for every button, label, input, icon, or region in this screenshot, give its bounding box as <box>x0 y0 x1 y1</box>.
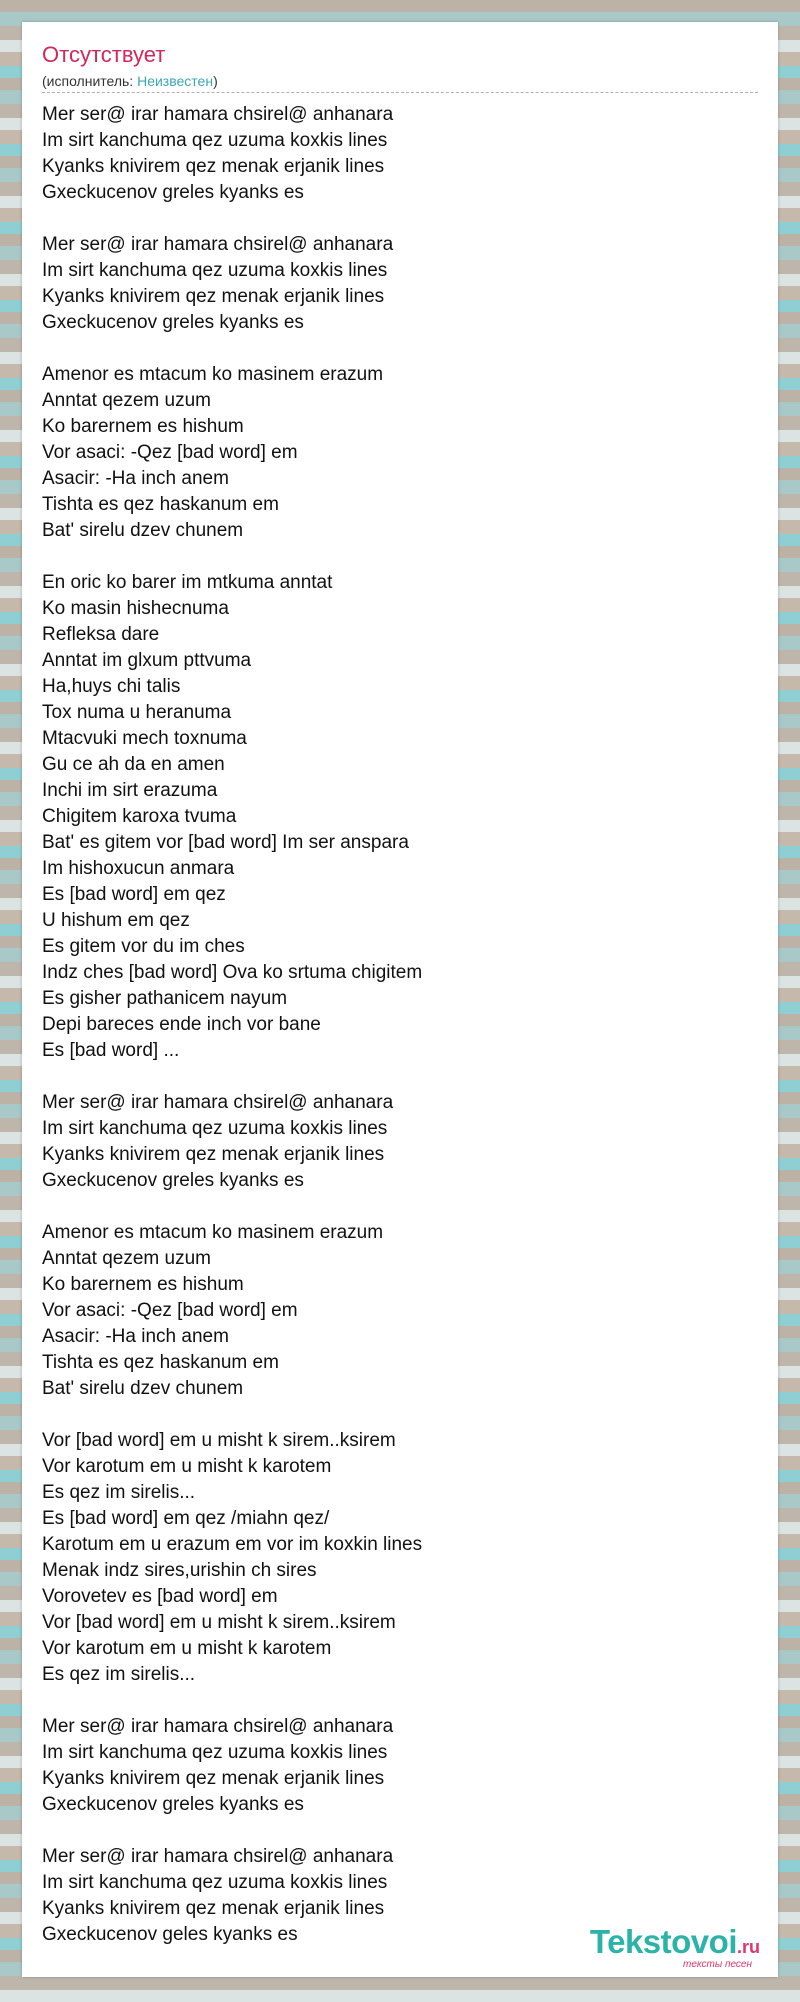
artist-link[interactable]: Неизвестен <box>137 73 214 89</box>
logo-wordmark: Tekstovoi <box>589 1923 737 1960</box>
lyric-line: En oric ko barer im mtkuma anntat <box>42 572 333 593</box>
lyric-line: Vor asaci: -Qez [bad word] em <box>42 1300 298 1321</box>
lyric-line: Im sirt kanchuma qez uzuma koxkis lines <box>42 1872 388 1893</box>
lyric-line: Mer ser@ irar hamara chsirel@ anhanara <box>42 1092 394 1113</box>
lyric-line: Refleksa dare <box>42 624 160 645</box>
lyric-line: Bat' es gitem vor [bad word] Im ser anspara <box>42 832 409 853</box>
song-title: Отсутствует <box>42 42 166 67</box>
lyric-line: Ko barernem es hishum <box>42 416 244 437</box>
lyric-line: Es qez im sirelis... <box>42 1482 196 1503</box>
lyric-line <box>42 1064 758 1090</box>
lyric-line: Im hishoxucun anmara <box>42 858 235 879</box>
lyric-line: Im sirt kanchuma qez uzuma koxkis lines <box>42 260 388 281</box>
lyric-line: Vor karotum em u misht k karotem <box>42 1638 332 1659</box>
lyric-line: Menak indz sires,urishin ch sires <box>42 1560 317 1581</box>
lyric-line: Kyanks knivirem qez menak erjanik lines <box>42 1898 385 1919</box>
artist-suffix: ) <box>213 73 218 89</box>
lyric-line: Amenor es mtacum ko masinem erazum <box>42 1222 384 1243</box>
lyric-line: Tox numa u heranuma <box>42 702 232 723</box>
site-logo[interactable] <box>590 1925 760 1971</box>
lyric-line: Es [bad word] em qez <box>42 884 226 905</box>
lyric-line: Gxeckucenov greles kyanks es <box>42 182 304 203</box>
lyric-line: Ha,huys chi talis <box>42 676 181 697</box>
lyric-line: Tishta es qez haskanum em <box>42 494 279 515</box>
lyric-line: Gxeckucenov geles kyanks es <box>42 1924 298 1945</box>
lyric-line: Mer ser@ irar hamara chsirel@ anhanara <box>42 104 394 125</box>
lyric-line: Kyanks knivirem qez menak erjanik lines <box>42 1144 385 1165</box>
lyric-line: Kyanks knivirem qez menak erjanik lines <box>42 156 385 177</box>
lyric-line: Es [bad word] ... <box>42 1040 180 1061</box>
lyric-line <box>42 544 758 570</box>
lyrics-text <box>42 102 758 1948</box>
lyric-line: Tishta es qez haskanum em <box>42 1352 279 1373</box>
lyric-line: Anntat qezem uzum <box>42 390 211 411</box>
lyric-line: Ko masin hishecnuma <box>42 598 229 619</box>
lyric-line: Depi bareces ende inch vor bane <box>42 1014 321 1035</box>
lyric-line: Mer ser@ irar hamara chsirel@ anhanara <box>42 1716 394 1737</box>
lyric-line: Chigitem karoxa tvuma <box>42 806 237 827</box>
lyric-line: Bat' sirelu dzev chunem <box>42 1378 244 1399</box>
lyric-line <box>42 336 758 362</box>
lyric-line: Im sirt kanchuma qez uzuma koxkis lines <box>42 1118 388 1139</box>
lyric-line: Inchi im sirt erazuma <box>42 780 218 801</box>
lyric-line: Es gitem vor du im ches <box>42 936 245 957</box>
lyric-line: Gxeckucenov greles kyanks es <box>42 1170 304 1191</box>
logo-tld: .ru <box>736 1937 760 1957</box>
lyric-line: Es gisher pathanicem nayum <box>42 988 288 1009</box>
lyric-line: Vor [bad word] em u misht k sirem..ksirem <box>42 1612 396 1633</box>
lyric-line: Kyanks knivirem qez menak erjanik lines <box>42 1768 385 1789</box>
lyric-line <box>42 1402 758 1428</box>
lyric-line: Im sirt kanchuma qez uzuma koxkis lines <box>42 130 388 151</box>
lyric-line: Indz ches [bad word] Ova ko srtuma chigitem <box>42 962 423 983</box>
lyric-line: Im sirt kanchuma qez uzuma koxkis lines <box>42 1742 388 1763</box>
lyric-line: Karotum em u erazum em vor im koxkin lines <box>42 1534 423 1555</box>
lyric-line: Kyanks knivirem qez menak erjanik lines <box>42 286 385 307</box>
lyric-line: Gxeckucenov greles kyanks es <box>42 1794 304 1815</box>
lyric-line: Vor karotum em u misht k karotem <box>42 1456 332 1477</box>
lyric-line: U hishum em qez <box>42 910 190 931</box>
lyric-line: Asacir: -Ha inch anem <box>42 1326 229 1347</box>
lyric-line: Mer ser@ irar hamara chsirel@ anhanara <box>42 1846 394 1867</box>
lyric-line: Mer ser@ irar hamara chsirel@ anhanara <box>42 234 394 255</box>
lyric-line: Gu ce ah da en amen <box>42 754 225 775</box>
lyric-line: Ko barernem es hishum <box>42 1274 244 1295</box>
artist-line <box>42 72 218 90</box>
lyric-line: Vor [bad word] em u misht k sirem..ksirem <box>42 1430 396 1451</box>
lyrics-card <box>22 22 778 1977</box>
lyric-line <box>42 206 758 232</box>
lyric-line: Vorovetev es [bad word] em <box>42 1586 278 1607</box>
lyric-line <box>42 1194 758 1220</box>
lyric-line: Bat' sirelu dzev chunem <box>42 520 244 541</box>
lyric-line: Mtacvuki mech toxnuma <box>42 728 247 749</box>
lyric-line: Anntat qezem uzum <box>42 1248 211 1269</box>
lyric-line: Gxeckucenov greles kyanks es <box>42 312 304 333</box>
lyric-line <box>42 1688 758 1714</box>
lyric-line: Vor asaci: -Qez [bad word] em <box>42 442 298 463</box>
lyric-line: Asacir: -Ha inch anem <box>42 468 229 489</box>
artist-prefix: (исполнитель: <box>42 73 138 89</box>
logo-tagline: тексты песен <box>683 1959 752 1970</box>
lyric-line: Es [bad word] em qez /miahn qez/ <box>42 1508 330 1529</box>
lyric-line: Amenor es mtacum ko masinem erazum <box>42 364 384 385</box>
lyric-line <box>42 1818 758 1844</box>
lyric-line: Es qez im sirelis... <box>42 1664 196 1685</box>
lyric-line: Anntat im glxum pttvuma <box>42 650 252 671</box>
header-divider <box>42 92 758 93</box>
